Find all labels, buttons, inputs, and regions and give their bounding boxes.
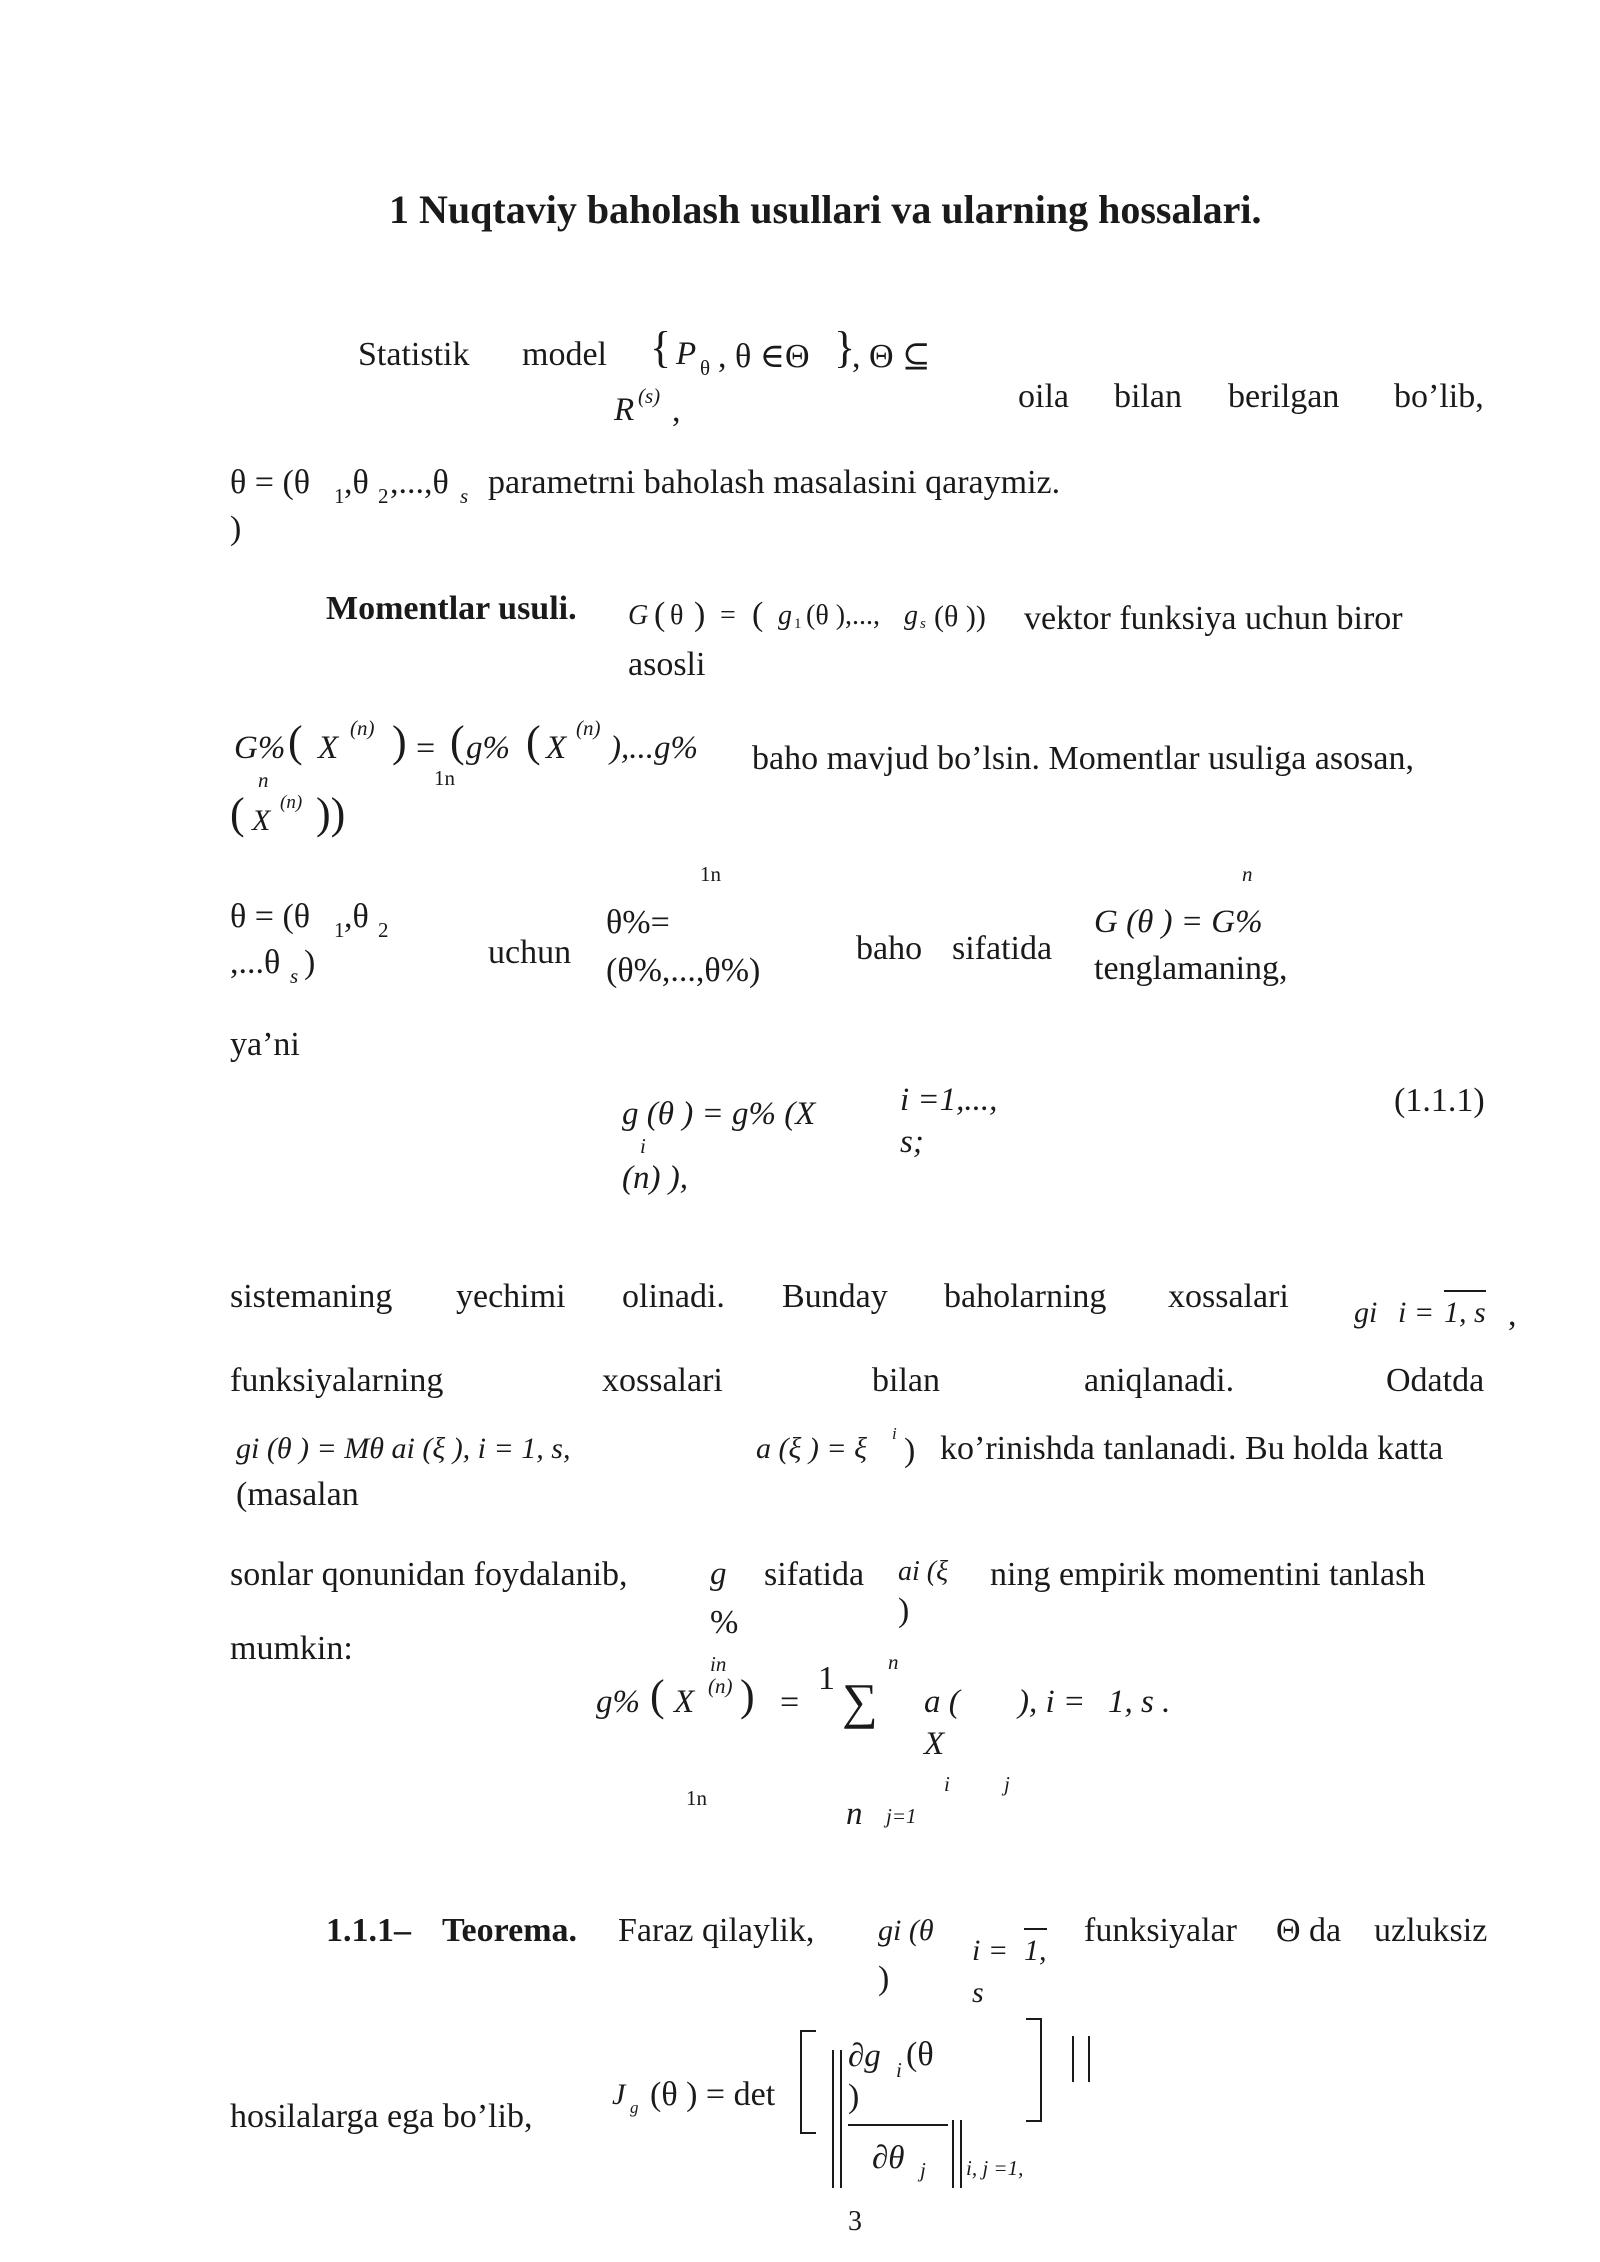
p4-stray-1n: 1n xyxy=(700,862,721,886)
p10-sifatida: sifatida xyxy=(764,1556,865,1593)
p1-word-statistik: Statistik xyxy=(358,336,470,373)
p3-eq: = xyxy=(720,600,736,631)
last-arg: (θ ) = det xyxy=(650,2076,776,2113)
p7-i-eq: i = xyxy=(1398,1296,1435,1329)
p8-w2: xossalari xyxy=(602,1362,723,1399)
p7-w2: yechimi xyxy=(456,1278,566,1315)
last-d-sub: j xyxy=(920,2158,926,2182)
p5-theta-tilde-top: θ%= xyxy=(606,904,670,941)
p1-R: R xyxy=(614,392,635,428)
p3-lp: ( xyxy=(654,596,666,633)
theorem-s: s xyxy=(972,1976,984,2009)
outer-right-bracket xyxy=(1072,2036,1090,2082)
p1-in-theta: , θ ∈Θ xyxy=(718,338,810,375)
theorem-label: 1.1.1– xyxy=(326,1912,411,1949)
theorem-one: 1, xyxy=(1024,1928,1047,1968)
p4-l2-lp: ( xyxy=(230,789,245,838)
p5-c1: ,θ xyxy=(344,898,369,935)
p3-gs: g xyxy=(904,600,918,631)
p10-g: g xyxy=(710,1556,727,1592)
last-partial: ∂g xyxy=(848,2038,881,2074)
p4-l2-rp: )) xyxy=(316,789,346,838)
f2-rp2: ), i = xyxy=(1018,1684,1086,1720)
p5-uchun: uchun xyxy=(488,934,572,971)
p5-cont: ,...θ xyxy=(230,944,281,981)
p4-g-tilde: g% xyxy=(466,730,510,766)
last-J: J xyxy=(612,2078,626,2111)
f2-sub-1n: 1n xyxy=(686,1786,707,1810)
p9-close: ) xyxy=(904,1432,916,1469)
jacobian-right-bar xyxy=(952,2120,962,2188)
p1-R-sup: (s) xyxy=(638,384,661,408)
p8-w1: funksiyalarning xyxy=(230,1362,444,1399)
p3-g1-arg: (θ ),..., xyxy=(806,600,881,631)
p3-gs-arg: (θ )) xyxy=(934,600,986,633)
p1-tail-bolib: bo’lib, xyxy=(1394,378,1484,415)
last-p-close: ) xyxy=(848,2078,860,2115)
p10-in-sub: in xyxy=(710,1652,727,1676)
p10-mumkin: mumkin: xyxy=(230,1630,353,1667)
p1-right-brace: } xyxy=(834,323,856,372)
p4-X-sup: (n) xyxy=(350,716,375,740)
p4-lp3: ( xyxy=(526,717,541,766)
p6-range1: i =1,..., xyxy=(900,1082,998,1118)
p7-w5: baholarning xyxy=(944,1278,1107,1315)
p8-w4: aniqlanadi. xyxy=(1084,1362,1235,1399)
f2-X2: X xyxy=(924,1726,945,1762)
p4-sub-1n: 1n xyxy=(434,766,455,790)
p1-P-sub: θ xyxy=(700,356,711,380)
p5-sub-s: s xyxy=(290,964,299,988)
f2-a: a ( xyxy=(924,1684,960,1720)
p6-eq-sub: i xyxy=(640,1134,646,1158)
f2-X: X xyxy=(674,1684,695,1720)
p4-text: baho mavjud bo’lsin. Momentlar usuliga asosan, xyxy=(752,740,1414,777)
theorem-i-eq: i = xyxy=(972,1934,1009,1967)
p3-G: G xyxy=(628,600,649,631)
last-p-sub: i xyxy=(896,2058,902,2082)
p6-yani: ya’ni xyxy=(230,1026,300,1063)
theorem-gi-close: ) xyxy=(878,1960,890,1997)
p2-sub-2: 2 xyxy=(378,484,389,508)
f2-one: 1 xyxy=(818,1660,835,1697)
p1-P: P xyxy=(676,336,697,372)
p4-lp: ( xyxy=(288,717,303,766)
p10-ai: ai (ξ xyxy=(898,1556,949,1587)
p9-a-sup: i xyxy=(892,1424,897,1443)
f2-j-eq: j=1 xyxy=(886,1804,917,1828)
p4-eq: = xyxy=(416,730,436,767)
section-title: 1 Nuqtaviy baholash usullari va ularning hossalari. xyxy=(389,187,1262,232)
p5-tail: tenglamaning, xyxy=(1094,950,1288,987)
p5-sub-1: 1 xyxy=(334,918,345,942)
fraction-bar xyxy=(848,2124,948,2126)
last-J-sub: g xyxy=(630,2098,639,2117)
p9-a-formula: a (ξ ) = ξ xyxy=(756,1432,867,1465)
p10-pct: % xyxy=(710,1604,739,1641)
p3-rp: ) xyxy=(694,596,706,633)
f2-n-top: n xyxy=(888,1650,899,1674)
p4-l2-sup: (n) xyxy=(280,792,303,813)
p6-range2: s; xyxy=(900,1124,924,1160)
p3-gs-sub: s xyxy=(920,616,926,632)
f2-rp: ) xyxy=(740,1671,755,1720)
f2-j-sub: j xyxy=(1004,1772,1010,1796)
p2-sub-1: 1 xyxy=(334,484,345,508)
p5-close: ) xyxy=(304,944,316,981)
p1-tail-berilgan: berilgan xyxy=(1228,378,1340,415)
p7-range: 1, s xyxy=(1444,1290,1486,1330)
f2-eq: = xyxy=(780,1684,800,1721)
p3-theta: θ xyxy=(670,600,684,631)
p7-w6: xossalari xyxy=(1168,1278,1289,1315)
p8-w3: bilan xyxy=(872,1362,940,1399)
f2-lp: ( xyxy=(650,1671,665,1720)
jacobian-right-bracket xyxy=(1026,2018,1042,2122)
f2-g-tilde: g% xyxy=(596,1684,640,1720)
p8-w5: Odatda xyxy=(1386,1362,1485,1399)
f2-i-sub: i xyxy=(944,1772,950,1796)
theorem-gi: gi (θ xyxy=(878,1914,934,1947)
equation-number: (1.1.1) xyxy=(1394,1082,1485,1119)
p2-theta-vec: θ = (θ xyxy=(230,464,311,501)
p5-baho: baho xyxy=(856,930,923,967)
f2-range: 1, s . xyxy=(1108,1684,1171,1720)
p9-text: ko’rinishda tanlanadi. Bu holda katta xyxy=(940,1430,1444,1467)
p4-stray-n: n xyxy=(1242,862,1253,886)
p1-tail-oila: oila xyxy=(1018,378,1069,415)
p4-X: X xyxy=(318,730,339,766)
p5-theta-tilde-vec: (θ%,...,θ%) xyxy=(606,952,761,989)
p2-sub-s: s xyxy=(460,484,469,508)
p10-text2: ning empirik momentini tanlash xyxy=(990,1556,1426,1593)
p4-X2: X xyxy=(546,730,567,766)
p5-sub-2: 2 xyxy=(378,918,389,942)
p7-w3: olinadi. xyxy=(622,1278,725,1315)
p3-g1: g xyxy=(778,600,792,631)
p4-l2-X: X xyxy=(252,804,271,837)
last-text: hosilalarga ega bo’lib, xyxy=(230,2098,533,2135)
last-ij: i, j =1, xyxy=(966,2156,1024,2180)
p3-lp2: ( xyxy=(752,596,764,633)
p4-n-sub: n xyxy=(258,768,269,792)
p5-sifatida: sifatida xyxy=(952,930,1053,967)
p1-subset: , Θ ⊆ xyxy=(852,338,931,375)
p3-text1: vektor funksiya uchun biror xyxy=(1024,600,1403,637)
p9-masalan: (masalan xyxy=(236,1476,359,1513)
jacobian-left-bar xyxy=(832,2050,842,2188)
jacobian-left-bracket xyxy=(800,2030,816,2134)
p9-formula: gi (θ ) = Mθ ai (ξ ), i = 1, s, xyxy=(236,1432,571,1465)
page-number: 3 xyxy=(848,2206,862,2237)
p7-w1: sistemaning xyxy=(230,1278,393,1315)
p6-eq-bot: (n) ), xyxy=(622,1160,688,1196)
p7-comma: , xyxy=(1508,1296,1517,1333)
p2-c1: ,θ xyxy=(344,464,369,501)
p10-text1: sonlar qonunidan foydalanib, xyxy=(230,1556,628,1593)
momentlar-heading: Momentlar usuli. xyxy=(326,590,577,627)
last-denom: ∂θ xyxy=(872,2140,905,2176)
p2-close: ) xyxy=(230,510,242,547)
p1-word-model: model xyxy=(522,336,607,373)
p7-gi: gi xyxy=(1354,1296,1378,1329)
p4-rp3: ),...g% xyxy=(610,730,698,766)
p4-rp: ) xyxy=(392,717,407,766)
p5-theta-vec: θ = (θ xyxy=(230,898,311,935)
f2-n-denom: n xyxy=(846,1796,863,1832)
p3-text2: asosli xyxy=(628,646,706,683)
p10-ai-close: ) xyxy=(898,1592,910,1629)
p1-tail-bilan: bilan xyxy=(1114,378,1182,415)
p2-text: parametrni baholash masalasini qaraymiz. xyxy=(488,464,1061,501)
f2-sigma: ∑ xyxy=(842,1673,878,1729)
p5-equation: G (θ ) = G% xyxy=(1094,904,1263,940)
p7-w4: Bunday xyxy=(782,1278,888,1315)
theorem-theta-da: Θ da xyxy=(1276,1912,1342,1949)
p6-eq-top: g (θ ) = g% (X xyxy=(622,1096,816,1132)
theorem-funk: funksiyalar xyxy=(1084,1912,1237,1949)
last-p-arg: (θ xyxy=(906,2036,934,2073)
theorem-uzluksiz: uzluksiz xyxy=(1374,1912,1488,1949)
p4-X2-sup: (n) xyxy=(576,716,601,740)
p4-lp2: ( xyxy=(450,717,465,766)
p2-c2: ,...,θ xyxy=(390,464,449,501)
p1-comma: , xyxy=(672,392,681,429)
theorem-text: Faraz qilaylik, xyxy=(618,1912,815,1949)
p1-left-brace: { xyxy=(650,323,672,372)
theorem-name: Teorema. xyxy=(442,1912,578,1949)
f2-X-sup: (n) xyxy=(708,1674,733,1698)
p4-G-tilde: G% xyxy=(234,730,286,766)
p3-g1-sub: 1 xyxy=(794,616,802,632)
